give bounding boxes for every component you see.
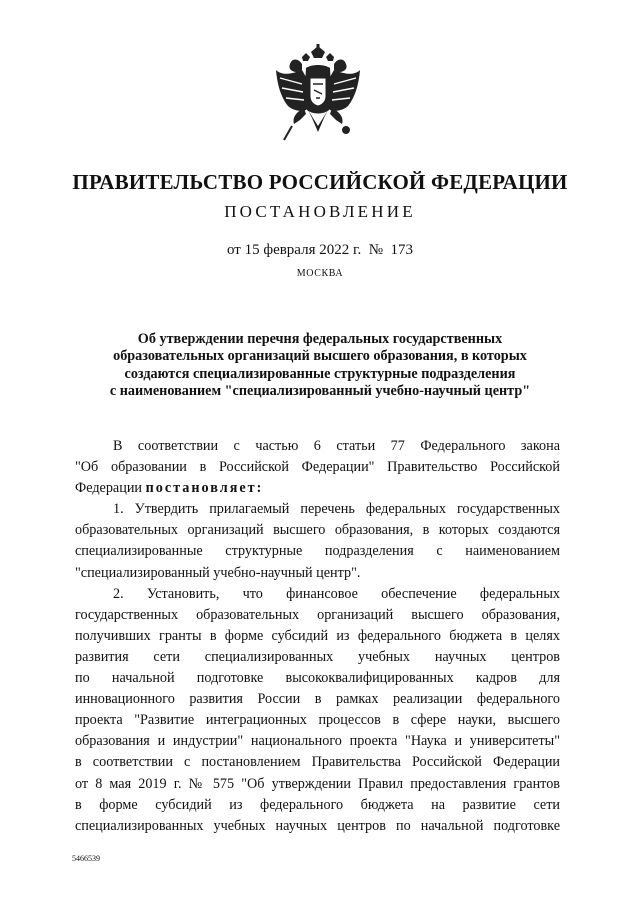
body-line: от 8 мая 2019 г. № 575 "Об утверждении Правил предоставления грантов [75,775,560,792]
date-line [0,242,640,259]
government-name: ПРАВИТЕЛЬСТВО РОССИЙСКОЙ ФЕДЕРАЦИИ [72,170,568,194]
city: МОСКВА [296,268,344,279]
document-body [75,436,560,837]
body-line: в соответствии с постановлением Правительства Российской Федерации [75,754,560,771]
body-line: образования и индустрии" национального проекта "Наука и университеты" [75,733,560,750]
body-line: проекта "Развитие интеграционных процессов в сфере науки, высшего [75,712,560,729]
document-subject [60,331,580,401]
russian-coat-of-arms-icon [272,44,364,150]
number-sign: № [368,242,384,258]
body-line: В соответствии с частью 6 статьи 77 Федерального закона [113,438,560,454]
body-line: 2. Установить, что финансовое обеспечение федеральных [113,585,560,602]
body-line: "специализированный учебно-научный центр". [75,564,361,581]
subject-line: с наименованием "специализированный учебно-научный центр" [109,383,531,400]
document-date: 15 февраля 2022 г. [244,242,362,258]
body-line: по начальной подготовке высококвалифицированных кадров для [75,670,560,687]
date-prefix: от [226,242,241,258]
document-type: ПОСТАНОВЛЕНИЕ [224,202,416,221]
body-line: 1. Утвердить прилагаемый перечень федеральных государственных [113,501,560,518]
document-code: 5466539 [72,854,100,863]
decree-word: постановляет: [145,480,264,497]
subject-line: Об утверждении перечня федеральных государственных [137,331,503,347]
document-number: 173 [390,242,414,258]
body-line: образовательных организаций высшего образования, в которых создаются [75,522,560,539]
body-line: специализированные структурные подразделения с наименованием [75,543,560,560]
body-line: специализированных учебных научных центров по начальной подготовке [75,817,560,834]
body-line: государственных образовательных организаций высшего образования, [75,606,560,623]
subject-line: образовательных организаций высшего образования, в которых [113,348,527,365]
subject-line: создаются специализированные структурные подразделения [124,365,516,382]
body-line: получивших гранты в форме субсидий из федерального бюджета в целях [75,627,560,644]
body-line: "Об образовании в Российской Федерации" Правительство Российской [75,459,560,476]
body-line: инновационного развития России в рамках реализации федерального [75,691,560,708]
preamble-end: Федерации [75,480,143,497]
body-line [75,478,560,499]
body-line: в форме субсидий из федерального бюджета на развитие сети [75,796,560,813]
body-line: развития сети специализированных учебных научных центров [75,648,560,665]
